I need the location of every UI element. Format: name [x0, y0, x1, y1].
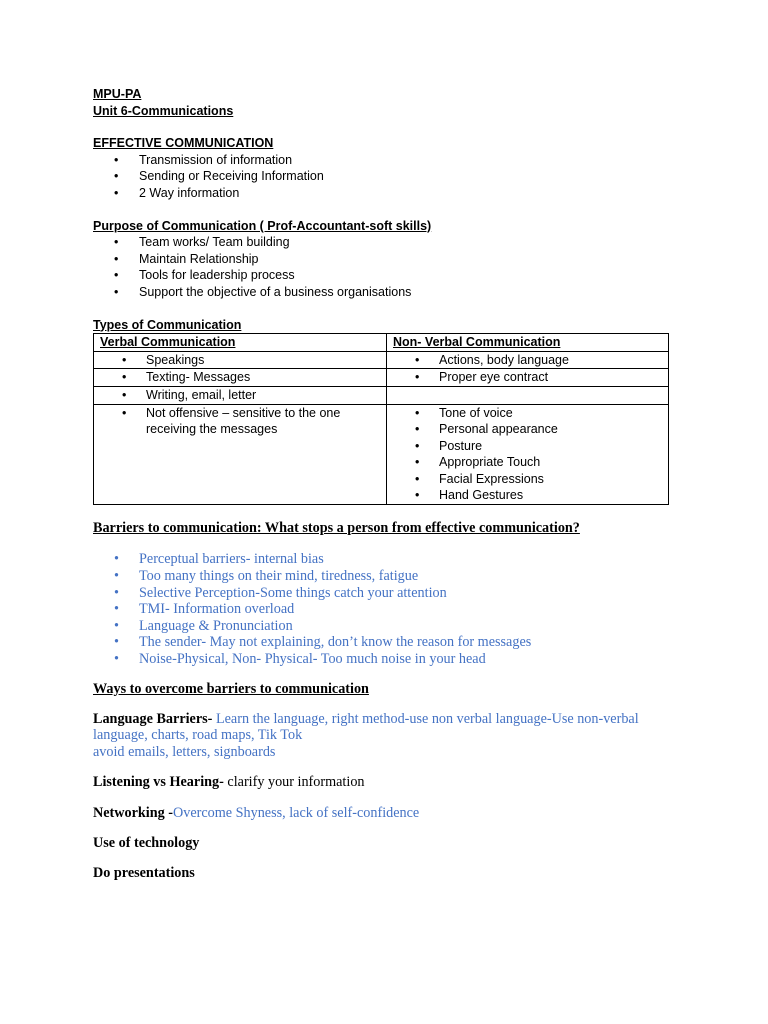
list-item: • Posture: [387, 438, 662, 455]
list-item: • Perceptual barriers- internal bias: [93, 551, 673, 568]
ways-section: [93, 681, 673, 882]
list-item: • Noise-Physical, Non- Physical- Too much noise in your head: [93, 651, 673, 668]
networking-paragraph: [93, 805, 673, 821]
barriers-heading: Barriers to communication: What stops a person from effective communication?: [93, 520, 580, 537]
listening-text: clarify your information: [227, 774, 365, 791]
list-item: • Support the objective of a business organisations: [93, 284, 673, 301]
networking-text: Overcome Shyness, lack of self-confidence: [173, 804, 420, 821]
list-item: • Tools for leadership process: [93, 267, 673, 284]
course-title: MPU-PA: [93, 87, 142, 101]
table-cell: • Texting- Messages: [94, 369, 380, 386]
list-item: • Transmission of information: [93, 152, 673, 169]
list-item: • Team works/ Team building: [93, 234, 673, 251]
table-header-row: [94, 334, 669, 352]
language-barriers-text-2: avoid emails, letters, signboards: [93, 743, 276, 760]
list-item: • Appropriate Touch: [387, 454, 662, 471]
networking-label: Networking -: [93, 804, 173, 821]
nonverbal-list: [387, 405, 662, 505]
list-item: • 2 Way information: [93, 185, 673, 202]
list-item: • TMI- Information overload: [93, 601, 673, 618]
table-row: [94, 369, 669, 387]
table-row: [94, 404, 669, 505]
effective-list: [93, 152, 673, 202]
effective-section: [93, 135, 673, 201]
table-cell: • Writing, email, letter: [94, 387, 380, 404]
language-barriers-label: Language Barriers-: [93, 711, 213, 728]
purpose-list: [93, 234, 673, 300]
barriers-list: [93, 551, 673, 667]
types-section: [93, 317, 673, 506]
presentations-paragraph: Do presentations: [93, 865, 195, 882]
list-item: • Selective Perception-Some things catch your attention: [93, 585, 673, 602]
list-item: • Facial Expressions: [387, 471, 662, 488]
document-page: [93, 86, 673, 882]
list-item: • The sender- May not explaining, don’t know the reason for messages: [93, 634, 673, 651]
types-table: [93, 333, 669, 505]
list-item: • Tone of voice: [387, 405, 662, 422]
table-cell: • Proper eye contract: [387, 369, 662, 386]
table-row: [94, 351, 669, 369]
table-cell: • Not offensive – sensitive to the one receiving the messages: [94, 405, 380, 438]
purpose-section: [93, 218, 673, 301]
unit-title: Unit 6-Communications: [93, 103, 234, 118]
effective-heading: EFFECTIVE COMMUNICATION: [93, 136, 274, 151]
barriers-section: [93, 520, 673, 668]
empty-cell: [387, 387, 662, 404]
types-heading: Types of Communication: [93, 317, 242, 332]
list-item: • Language & Pronunciation: [93, 618, 673, 635]
language-barriers-paragraph: [93, 711, 673, 760]
list-item: • Too many things on their mind, tiredness, fatigue: [93, 568, 673, 585]
table-cell: • Actions, body language: [387, 352, 662, 369]
purpose-heading: Purpose of Communication ( Prof-Accountant-soft skills): [93, 218, 432, 233]
technology-paragraph: Use of technology: [93, 835, 200, 852]
list-item: • Sending or Receiving Information: [93, 168, 673, 185]
language-barriers-text: Learn the language, right method-use non verbal language-Use non-verbal language, charts, road maps, Tik Tok: [93, 711, 639, 744]
list-item: • Personal appearance: [387, 421, 662, 438]
list-item: • Hand Gestures: [387, 487, 662, 504]
table-row: [94, 386, 669, 404]
ways-heading: Ways to overcome barriers to communication: [93, 680, 369, 697]
table-cell: • Speakings: [94, 352, 380, 369]
list-item: • Maintain Relationship: [93, 251, 673, 268]
listening-label: Listening vs Hearing-: [93, 774, 224, 791]
nonverbal-column-header: Non- Verbal Communication: [387, 334, 669, 352]
listening-paragraph: [93, 774, 673, 790]
course-code: [93, 86, 673, 119]
verbal-column-header: Verbal Communication: [94, 334, 387, 352]
